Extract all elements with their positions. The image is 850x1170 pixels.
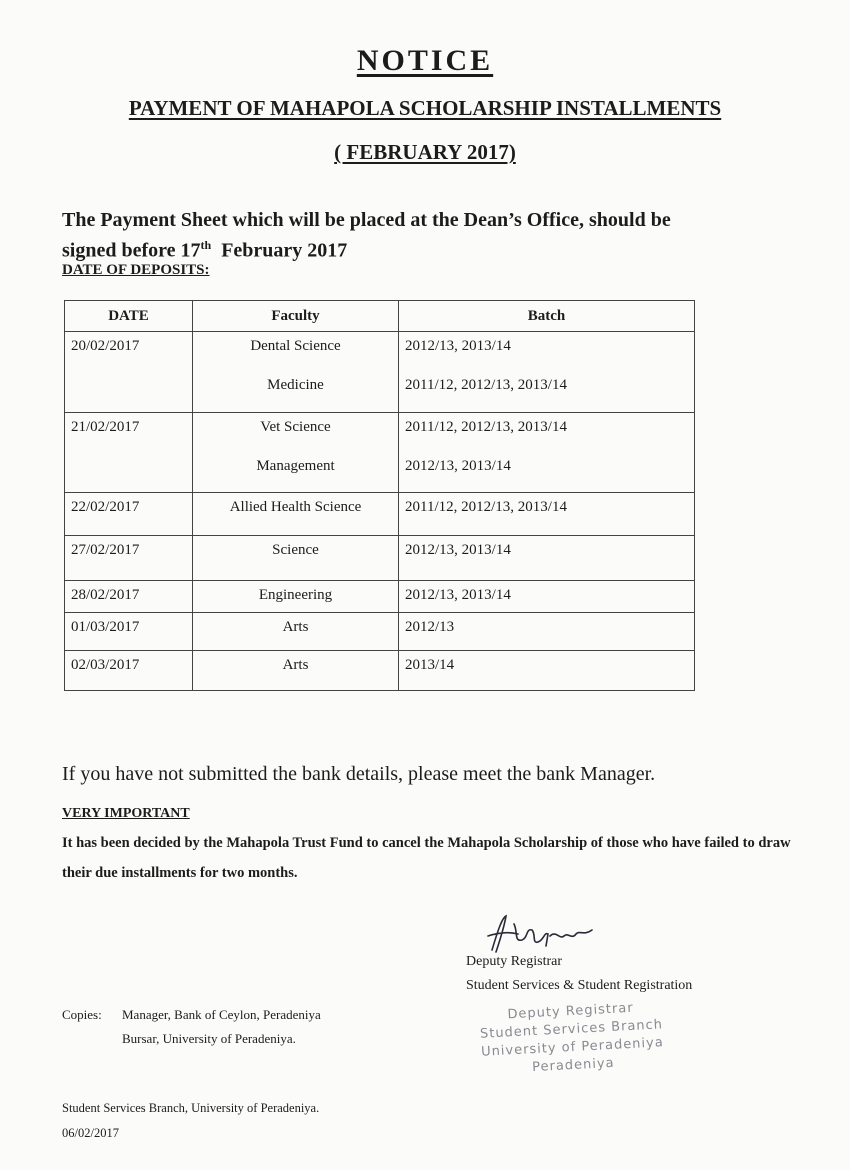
batch-years: 2011/12, 2012/13, 2013/14 [405,499,567,515]
row-date: 20/02/2017 [65,332,193,413]
faculty-name: Engineering [258,587,333,603]
row-batch-cell [399,536,695,581]
row-date: 21/02/2017 [65,413,193,493]
row-date: 02/03/2017 [65,651,193,691]
copy-recipient: Manager, Bank of Ceylon, Peradeniya [122,1007,321,1022]
instruction-line-2-post: February 2017 [211,239,348,262]
table-row [65,613,695,651]
notice-title: NOTICE [356,44,494,77]
table-body [65,332,695,691]
deposits-label: DATE OF DEPOSITS: [62,262,210,278]
row-faculty-cell [193,493,399,536]
faculty-name: Arts [282,619,309,635]
bank-details-note: If you have not submitted the bank details, please meet the bank Manager. [62,763,656,785]
table-row [65,413,695,493]
row-batch-cell [399,581,695,613]
faculty-name: Medicine [267,377,324,393]
payment-sheet-instruction [62,208,762,264]
row-date: 27/02/2017 [65,536,193,581]
faculty-name: Management [256,458,335,474]
faculty-name: Arts [282,657,309,673]
batch-years: 2011/12, 2012/13, 2013/14 [405,419,567,435]
table-row [65,581,695,613]
batch-years: 2012/13, 2013/14 [405,587,511,603]
official-stamp [470,998,673,1080]
notice-subtitle: PAYMENT OF MAHAPOLA SCHOLARSHIP INSTALLMENTS [128,96,722,120]
stamp-line: Peradeniya [531,1055,615,1076]
table-header-row [65,301,695,332]
stamp-line: Deputy Registrar [507,1000,634,1023]
instruction-line-2-sup: th [200,238,212,252]
row-faculty-cell [193,581,399,613]
row-batch-cell [399,413,695,493]
stamp-line: Student Services Branch [479,1017,664,1042]
header-batch: Batch [399,301,695,332]
stamp-line: University of Peradeniya [480,1035,665,1060]
row-date: 01/03/2017 [65,613,193,651]
instruction-line-1: The Payment Sheet which will be placed at the Dean’s Office, should be [62,209,671,231]
row-faculty-cell [193,651,399,691]
batch-years: 2012/13, 2013/14 [405,542,511,558]
row-faculty-cell [193,413,399,493]
footer-branch: Student Services Branch, University of Peradeniya. [62,1101,320,1115]
instruction-line-2-pre: signed before 17 [62,239,201,262]
row-faculty-cell [193,536,399,581]
table-row [65,651,695,691]
very-important-text: It has been decided by the Mahapola Trust Fund to cancel the Mahapola Scholarship of those who have failed to draw their due installments for two months. [62,835,791,881]
notice-month: ( FEBRUARY 2017) [334,140,516,164]
row-date: 22/02/2017 [65,493,193,536]
row-batch-cell [399,613,695,651]
very-important-label: VERY IMPORTANT [62,806,190,821]
row-batch-cell [399,493,695,536]
batch-years: 2013/14 [405,657,455,673]
row-date: 28/02/2017 [65,581,193,613]
header-date: DATE [65,301,193,332]
batch-years: 2011/12, 2012/13, 2013/14 [405,377,567,393]
batch-years: 2012/13 [405,619,455,635]
copies-label: Copies: [62,1007,102,1022]
row-batch-cell [399,651,695,691]
copy-recipient: Bursar, University of Peradeniya. [122,1031,296,1046]
batch-years: 2012/13, 2013/14 [405,338,511,354]
deposit-schedule-table [64,300,695,691]
signature-image [484,910,604,960]
batch-years: 2012/13, 2013/14 [405,458,511,474]
table-row [65,493,695,536]
row-batch-cell [399,332,695,413]
faculty-name: Vet Science [260,419,331,435]
signatory-title: Deputy Registrar [466,954,563,969]
footer-date: 06/02/2017 [62,1126,119,1140]
table-row [65,536,695,581]
signatory-department: Student Services & Student Registration [466,978,693,993]
table-row [65,332,695,413]
header-faculty: Faculty [193,301,399,332]
row-faculty-cell [193,613,399,651]
faculty-name: Allied Health Science [229,499,362,515]
row-faculty-cell [193,332,399,413]
faculty-name: Science [272,542,319,558]
faculty-name: Dental Science [250,338,341,354]
